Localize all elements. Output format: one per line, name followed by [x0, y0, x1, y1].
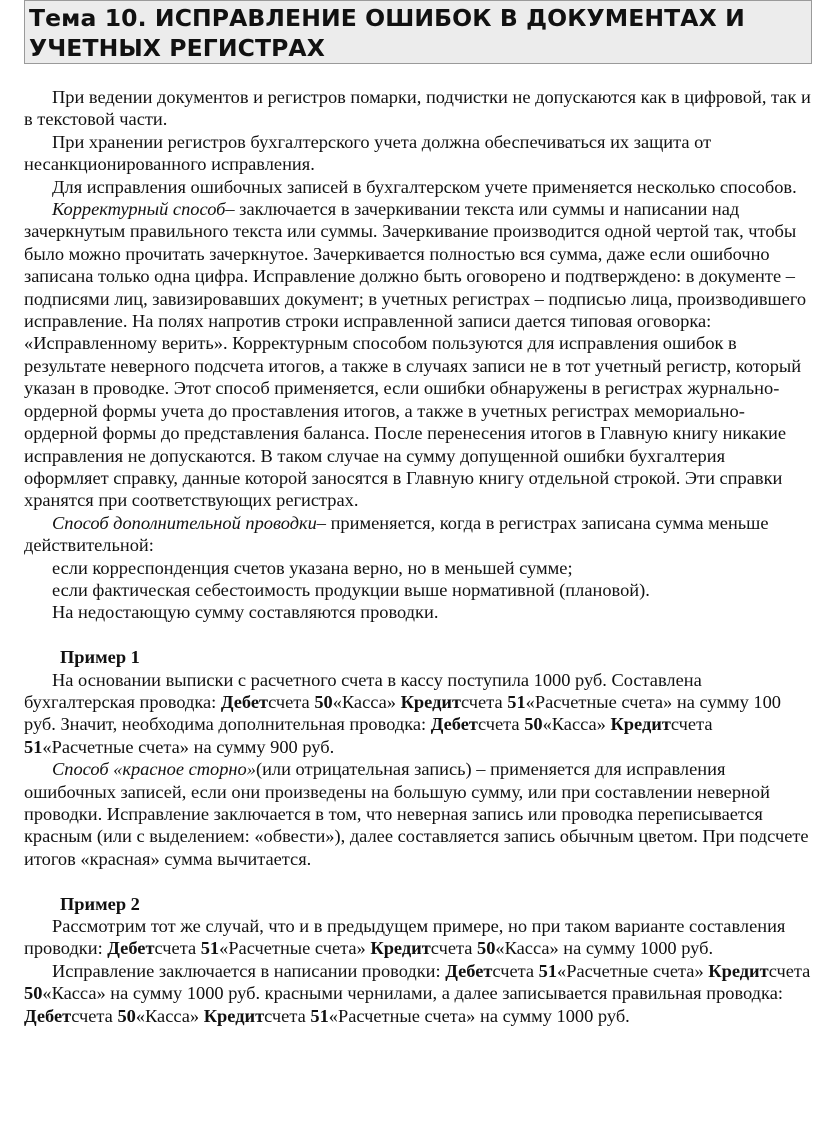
account-word: счета [670, 714, 713, 735]
credit-label: Кредит [370, 938, 431, 959]
credit-label: Кредит [708, 960, 769, 981]
account-name: «Расчетные счета» [525, 691, 673, 712]
account-number: 51 [200, 938, 220, 959]
credit-label: Кредит [203, 1005, 265, 1026]
paragraph-2: При хранении регистров бухгалтерского учета должна обеспечиваться их защита от несанкционированного исправления. [24, 131, 712, 175]
account-word: счета [477, 714, 525, 735]
debit-label: Дебет [24, 1005, 72, 1026]
example-1-text [24, 669, 814, 759]
example-text-fragment: на сумму 100 руб. Значит, необходима дополнительная проводка: [24, 691, 781, 735]
account-number: 50 [24, 983, 43, 1004]
example-2-heading: Пример 2 [60, 893, 140, 914]
account-name: «Расчетные счета» [328, 1005, 476, 1026]
list-item: если корреспонденция счетов указана верно, но в меньшей сумме; [52, 557, 573, 578]
paragraph-1: При ведении документов и регистров помарки, подчистки не допускаются как в цифровой, так и в текстовой части. [24, 87, 811, 130]
account-number: 51 [310, 1005, 329, 1026]
red-storno-text: (или отрицательная запись) – применяется для исправления ошибочных записей, если они произведены на большую сумму, или при составлении неверной проводки. Исправление заключается в том, что неверная запись или проводка переписывается красным (или с выделением: «обвести»), далее составляется запись обычным цветом. При подсчете итогов «красная» сумма вычитается. [24, 759, 809, 869]
account-word: счета [768, 960, 811, 981]
example-text-fragment: Исправление заключается в написании проводки: [52, 960, 446, 981]
correction-method-text: – заключается в зачеркивании текста или суммы и написании над зачеркнутым правильного текста или суммы. Зачеркивание производится одной чертой так, чтобы было можно прочитать зачеркнутое. Зачеркивается полностью вся сумма, даже если ошибочно записана только одна цифра. Исправление должно быть оговорено и подтверждено: в документе – подписями лиц, завизировавших документ; в учетных регистрах – подписью лица, производившего исправление. На полях напротив строки исправленной записи дается типовая оговорка: «Исправленному верить». Корректурным способом пользуются для исправления ошибок в результате неверного подсчета итогов, а также в случаях записи не в тот учетный регистр, который указан в проводке. Этот способ применяется, если ошибки обнаружены в регистрах журнально-ордерной формы учета до проставления итогов, а также в учетных регистрах мемориально-ордерной формы до представления баланса. После перенесения итогов в Главную книгу никакие исправления не допускаются. В таком случае на сумму допущенной ошибки бухгалтерия оформляет справку, данные которой заносятся в Главную книгу отдельной строкой. Эти справки хранятся при соответствующих регистрах. [24, 199, 807, 511]
credit-label: Кредит [400, 691, 462, 712]
account-word: счета [154, 938, 201, 959]
account-name: «Расчетные счета» [557, 960, 704, 981]
term-correction-method: Корректурный способ [52, 199, 226, 220]
document-body [24, 86, 814, 1027]
example-text-fragment: на сумму 1000 руб. [563, 938, 714, 959]
credit-label: Кредит [610, 714, 671, 735]
account-word: счета [268, 691, 315, 712]
account-number: 51 [24, 736, 43, 757]
debit-label: Дебет [107, 938, 155, 959]
additional-entry-text: – применяется, когда в регистрах записана сумма меньше действительной: [24, 512, 769, 556]
account-number: 50 [117, 1005, 136, 1026]
example-2-text [24, 915, 814, 960]
example-2-correction [24, 960, 814, 1027]
example-text-fragment: На основании выписки с расчетного счета в кассу поступила 1000 руб. Составлена бухгалтерская проводка: [24, 669, 702, 712]
account-word: счета [430, 938, 478, 959]
term-red-storno: Способ «красное сторно» [52, 759, 256, 780]
list-item: На недостающую сумму составляются проводки. [52, 602, 439, 623]
debit-label: Дебет [220, 691, 269, 712]
account-word: счета [492, 960, 539, 981]
account-number: 50 [524, 714, 543, 735]
term-additional-entry: Способ дополнительной проводки [52, 512, 317, 533]
example-text-fragment: Рассмотрим тот же случай, что и в предыдущем примере, но при таком варианте составления проводки: [24, 916, 786, 959]
account-word: счета [461, 691, 508, 712]
account-name: «Касса» [542, 714, 611, 735]
debit-label: Дебет [445, 960, 493, 981]
paragraph-additional-entry [24, 512, 814, 557]
account-name: «Расчетные счета» [219, 938, 366, 959]
account-name: «Касса» [332, 691, 401, 712]
spacer [24, 870, 814, 892]
example-text-fragment: на сумму 1000 руб. [475, 1005, 630, 1026]
account-word: счета [264, 1005, 311, 1026]
account-number: 51 [507, 691, 526, 712]
account-name: «Расчетные счета» [42, 736, 190, 757]
paragraph-red-storno [24, 758, 814, 870]
example-text-fragment: на сумму 1000 руб. красными чернилами, а далее записывается правильная проводка: [110, 983, 783, 1004]
example-1-heading: Пример 1 [60, 647, 140, 668]
account-name: «Касса» [495, 938, 564, 959]
account-name: «Касса» [135, 1005, 204, 1026]
account-number: 50 [314, 691, 333, 712]
account-number: 50 [477, 938, 496, 959]
list-item: если фактическая себестоимость продукции выше нормативной (плановой). [52, 579, 650, 600]
paragraph-correction-method [24, 198, 814, 512]
account-name: «Касса» [42, 983, 111, 1004]
example-text-fragment: на сумму 900 руб. [189, 736, 335, 757]
spacer [24, 624, 814, 646]
debit-label: Дебет [430, 714, 478, 735]
paragraph-3: Для исправления ошибочных записей в бухгалтерском учете применяется несколько способов. [52, 176, 797, 197]
page-title: Тема 10. ИСПРАВЛЕНИЕ ОШИБОК В ДОКУМЕНТАХ И УЧЕТНЫХ РЕГИСТРАХ [24, 0, 812, 64]
account-word: счета [71, 1005, 118, 1026]
account-number: 51 [538, 960, 558, 981]
